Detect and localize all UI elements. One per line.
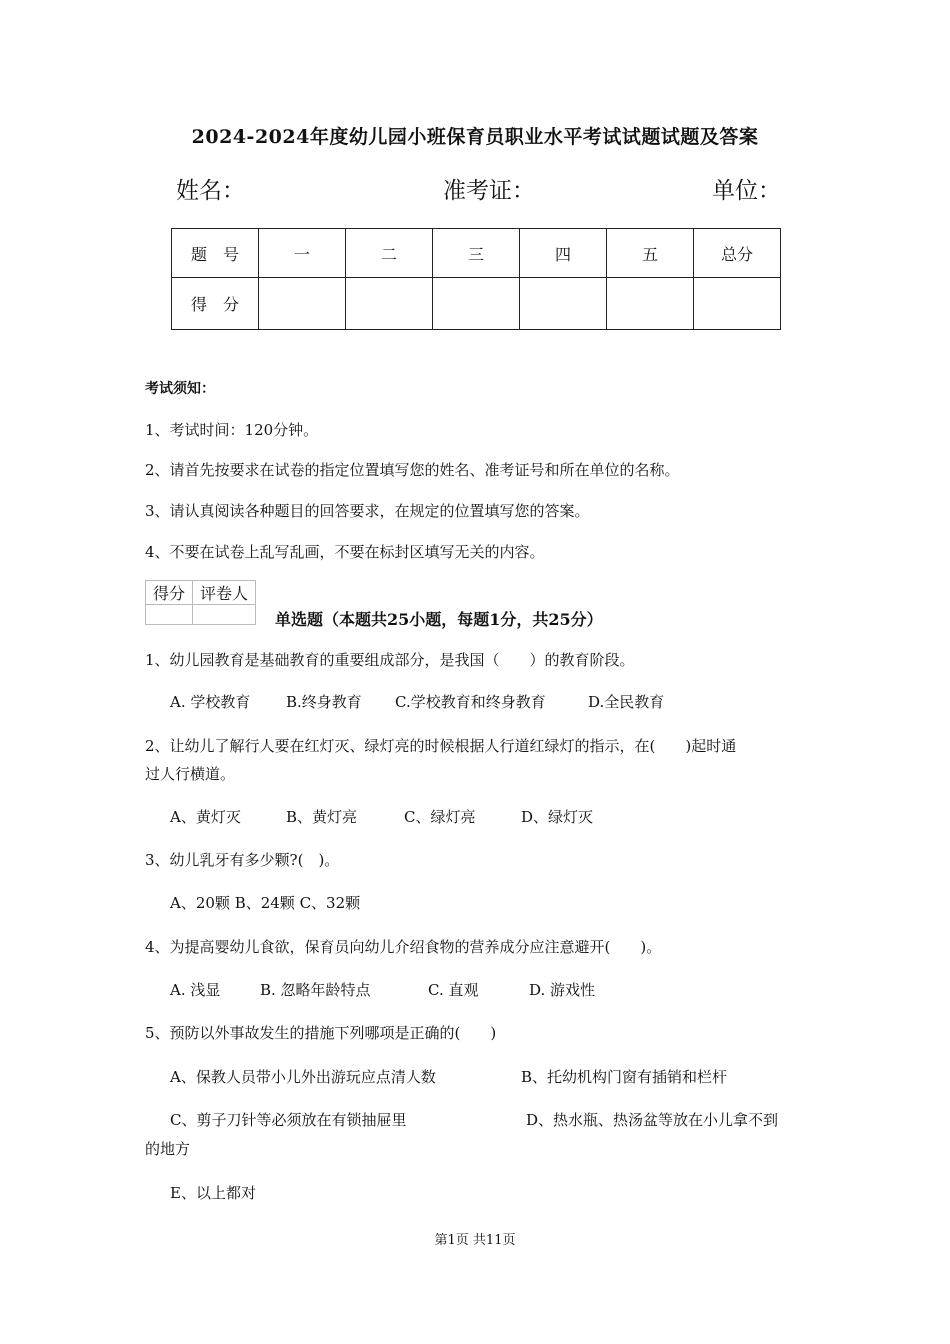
notice-item: 1、考试时间：120分钟。 bbox=[145, 421, 319, 439]
question-stem: 3、幼儿乳牙有多少颗?( )。 bbox=[145, 851, 340, 869]
answer-option: E、以上都对 bbox=[170, 1184, 256, 1202]
notice-item: 2、请首先按要求在试卷的指定位置填写您的姓名、准考证号和所在单位的名称。 bbox=[145, 461, 680, 479]
score-header-cell: 题 号 bbox=[172, 229, 259, 278]
document-title: 2024-2024年度幼儿园小班保育员职业水平考试试题试题及答案 bbox=[191, 126, 759, 148]
answer-option: D、绿灯灭 bbox=[521, 808, 594, 826]
page-footer: 第1页 共11页 bbox=[434, 1233, 516, 1248]
section-title: 单选题（本题共25小题，每题1分，共25分） bbox=[275, 610, 603, 629]
score-header-cell: 一 bbox=[259, 229, 346, 278]
answer-option: A、保教人员带小儿外出游玩应点清人数 bbox=[170, 1068, 436, 1086]
answer-option: D.全民教育 bbox=[588, 693, 665, 711]
answer-option-continued: 的地方 bbox=[145, 1140, 191, 1158]
unit-field-label: 单位： bbox=[712, 178, 781, 204]
grader-reviewer-cell[interactable] bbox=[193, 605, 256, 625]
notice-heading: 考试须知： bbox=[145, 381, 215, 397]
answer-option: D. 游戏性 bbox=[529, 981, 596, 999]
answer-option: D、热水瓶、热汤盆等放在小儿拿不到 bbox=[526, 1111, 779, 1129]
notice-item: 4、不要在试卷上乱写乱画，不要在标封区填写无关的内容。 bbox=[145, 543, 545, 561]
answer-option: C、剪子刀针等必须放在有锁抽屉里 bbox=[170, 1111, 407, 1129]
answer-option: B. 忽略年龄特点 bbox=[260, 981, 371, 999]
score-cell[interactable] bbox=[259, 278, 346, 330]
question-stem: 4、为提高婴幼儿食欲，保育员向幼儿介绍食物的营养成分应注意避开( )。 bbox=[145, 938, 662, 956]
answer-option: B、托幼机构门窗有插销和栏杆 bbox=[521, 1068, 728, 1086]
exam-id-field-label: 准考证： bbox=[443, 178, 535, 204]
score-header-cell: 四 bbox=[520, 229, 607, 278]
score-header-cell: 总分 bbox=[694, 229, 781, 278]
score-table-header-row bbox=[172, 229, 781, 278]
grader-box bbox=[145, 580, 256, 625]
answer-option: B、黄灯亮 bbox=[286, 808, 358, 826]
answer-option: C.学校教育和终身教育 bbox=[395, 693, 546, 711]
grader-reviewer-label: 评卷人 bbox=[193, 581, 256, 605]
score-header-cell: 二 bbox=[346, 229, 433, 278]
answer-option: C. 直观 bbox=[428, 981, 479, 999]
notice-item: 3、请认真阅读各种题目的回答要求，在规定的位置填写您的答案。 bbox=[145, 502, 590, 520]
answer-option: A. 浅显 bbox=[170, 981, 221, 999]
score-header-cell: 五 bbox=[607, 229, 694, 278]
score-table-score-row bbox=[172, 278, 781, 330]
score-header-cell: 三 bbox=[433, 229, 520, 278]
grader-score-label: 得分 bbox=[146, 581, 193, 605]
score-row-label: 得 分 bbox=[172, 278, 259, 330]
question-stem-continued: 过人行横道。 bbox=[145, 765, 236, 783]
score-cell[interactable] bbox=[520, 278, 607, 330]
score-cell[interactable] bbox=[694, 278, 781, 330]
answer-option: B.终身教育 bbox=[286, 693, 362, 711]
question-stem: 5、预防以外事故发生的措施下列哪项是正确的( ) bbox=[145, 1024, 497, 1042]
question-stem: 2、让幼儿了解行人要在红灯灭、绿灯亮的时候根据人行道红绿灯的指示，在( )起时通 bbox=[145, 737, 737, 755]
score-cell[interactable] bbox=[433, 278, 520, 330]
grader-score-cell[interactable] bbox=[146, 605, 193, 625]
score-table bbox=[171, 228, 781, 330]
score-cell[interactable] bbox=[607, 278, 694, 330]
score-cell[interactable] bbox=[346, 278, 433, 330]
answer-option: A. 学校教育 bbox=[170, 693, 251, 711]
answer-option: C、绿灯亮 bbox=[404, 808, 476, 826]
answer-option: A、黄灯灭 bbox=[170, 808, 241, 826]
answer-options-line: A、20颗 B、24颗 C、32颗 bbox=[170, 894, 361, 912]
name-field-label: 姓名： bbox=[176, 178, 245, 204]
question-stem: 1、幼儿园教育是基础教育的重要组成部分，是我国（ ）的教育阶段。 bbox=[145, 651, 635, 669]
